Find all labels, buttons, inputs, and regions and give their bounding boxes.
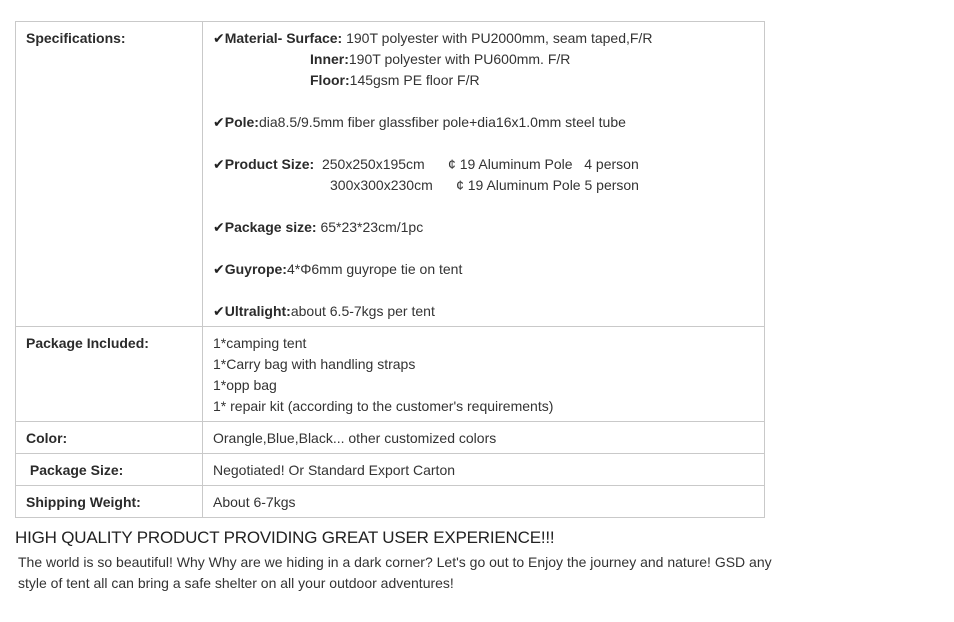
table-row: [16, 22, 765, 327]
ultralight-title: Ultralight:: [224, 303, 291, 319]
product-size-line2: 300x300x230cm ¢ 19 Aluminum Pole 5 person: [330, 177, 639, 193]
package-included-value: [203, 327, 765, 422]
list-item: 1*camping tent: [213, 335, 307, 351]
inner-label: Inner:: [310, 51, 349, 67]
package-included-label: Package Included:: [16, 327, 203, 422]
material-surface: 190T polyester with PU2000mm, seam taped,F/R: [342, 30, 653, 46]
inner-line: [213, 49, 754, 70]
table-row: [16, 454, 765, 486]
shipping-weight-value: About 6-7kgs: [203, 486, 765, 518]
spec-table: [15, 21, 765, 518]
pole-value: dia8.5/9.5mm fiber glassfiber pole+dia16x1.0mm steel tube: [258, 114, 626, 130]
pole-title: Pole:: [224, 114, 259, 130]
check-icon: ✔: [213, 156, 225, 172]
floor-value: 145gsm PE floor F/R: [349, 72, 480, 88]
floor-label: Floor:: [310, 72, 350, 88]
floor-line: [213, 70, 754, 91]
list-item: 1* repair kit (according to the customer's requirements): [213, 398, 554, 414]
color-value: Orangle,Blue,Black... other customized colors: [203, 422, 765, 454]
package-size-line: [213, 217, 754, 238]
check-icon: ✔: [213, 114, 225, 130]
pole-line: [213, 112, 754, 133]
guyrope-line: [213, 259, 754, 280]
material-line: [213, 28, 754, 49]
check-icon: ✔: [213, 261, 225, 277]
product-size-line: [213, 154, 754, 175]
product-size-line1: 250x250x195cm ¢ 19 Aluminum Pole 4 person: [314, 156, 639, 172]
product-size-title: Product Size:: [224, 156, 315, 172]
package-size-value: 65*23*23cm/1pc: [316, 219, 424, 235]
check-icon: ✔: [213, 303, 225, 319]
specifications-label: Specifications:: [16, 22, 203, 327]
table-row: [16, 422, 765, 454]
package-size-title: Package size:: [224, 219, 317, 235]
inner-value: 190T polyester with PU600mm. F/R: [348, 51, 571, 67]
shipping-weight-label: Shipping Weight:: [16, 486, 203, 518]
ultralight-value: about 6.5-7kgs per tent: [290, 303, 435, 319]
material-title: Material- Surface:: [224, 30, 343, 46]
guyrope-title: Guyrope:: [224, 261, 287, 277]
table-row: [16, 327, 765, 422]
color-label: Color:: [16, 422, 203, 454]
specifications-value: [203, 22, 765, 327]
check-icon: ✔: [213, 219, 225, 235]
package-size-value: Negotiated! Or Standard Export Carton: [203, 454, 765, 486]
headline: HIGH QUALITY PRODUCT PROVIDING GREAT USER EXPERIENCE!!!: [15, 528, 555, 547]
check-icon: ✔: [213, 30, 225, 46]
list-item: 1*Carry bag with handling straps: [213, 356, 416, 372]
description: The world is so beautiful! Why Why are we hiding in a dark corner? Let's go out to Enjoy the journey and nature! GSD any style of tent all can bring a safe shelter on all your outdoor adventures!: [18, 554, 772, 591]
package-size-label: Package Size:: [16, 454, 203, 486]
table-row: [16, 486, 765, 518]
list-item: 1*opp bag: [213, 377, 277, 393]
guyrope-value: 4*Φ6mm guyrope tie on tent: [286, 261, 463, 277]
ultralight-line: [213, 301, 754, 322]
